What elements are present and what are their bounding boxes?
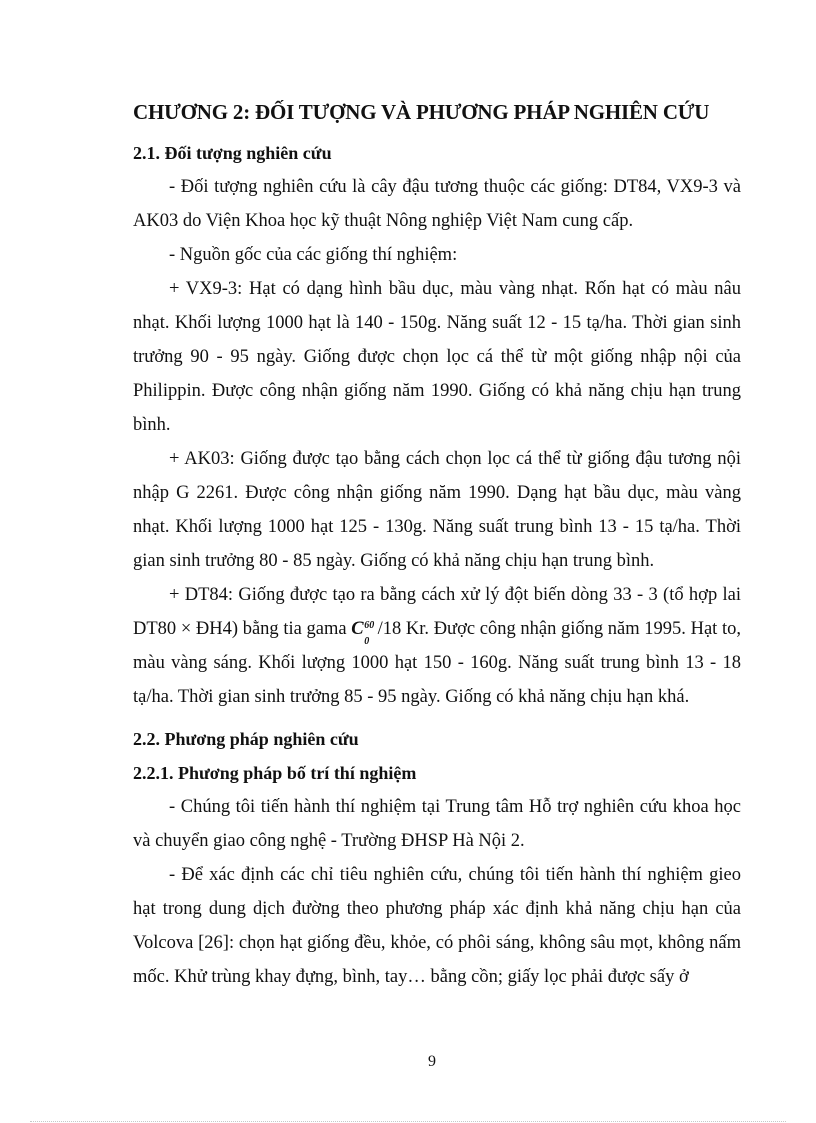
paragraph-location: - Chúng tôi tiến hành thí nghiệm tại Trung tâm Hỗ trợ nghiên cứu khoa học và chuyển giao công nghệ - Trường ĐHSP Hà Nội 2. <box>133 797 741 851</box>
page-edge-divider <box>30 1121 786 1122</box>
cobalt-symbol: C 60 0 <box>351 619 375 647</box>
section-heading-2-1: 2.1. Đối tượng nghiên cứu <box>133 143 332 163</box>
chapter-title: CHƯƠNG 2: ĐỐI TƯỢNG VÀ PHƯƠNG PHÁP NGHIÊN CỨU <box>133 100 710 124</box>
page-number: 9 <box>428 1053 436 1070</box>
paragraph-origin-intro: - Nguồn gốc của các giống thí nghiệm: <box>169 245 458 265</box>
paragraph-ak03: + AK03: Giống được tạo bằng cách chọn lọc cá thể từ giống đậu tương nội nhập G 2261. Được công nhận giống năm 1990. Dạng hạt bầu dục, màu vàng nhạt. Khối lượng 1000 hạt 125 - 130g. Năng suất trung bình 13 - 15 tạ/ha. Thời gian sinh trưởng 80 - 85 ngày. Giống có khả năng chịu hạn trung bình. <box>133 449 741 571</box>
subsection-heading-2-2-1: 2.2.1. Phương pháp bố trí thí nghiệm <box>133 763 417 783</box>
paragraph-vx9-3: + VX9-3: Hạt có dạng hình bầu dục, màu vàng nhạt. Rốn hạt có màu nâu nhạt. Khối lượng 1000 hạt là 140 - 150g. Năng suất 12 - 15 tạ/ha. Thời gian sinh trưởng 90 - 95 ngày. Giống được chọn lọc cá thể từ một giống nhập nội của Philippin. Được công nhận giống năm 1990. Giống có khả năng chịu hạn trung bình. <box>133 279 741 435</box>
paragraph-dt84: + DT84: Giống được tạo ra bằng cách xử lý đột biến dòng 33 - 3 (tổ hợp lai DT80 × ĐH4) bằng tia gama C 60 0 /18 Kr. Được công nhận giống năm 1995. Hạt to, màu vàng sáng. Khối lượng 1000 hạt 150 - 160g. Năng suất trung bình 13 - 18 tạ/ha. Thời gian sinh trưởng 85 - 95 ngày. Giống có khả năng chịu hạn khá. <box>133 585 741 707</box>
paragraph-method: - Để xác định các chỉ tiêu nghiên cứu, chúng tôi tiến hành thí nghiệm gieo hạt trong dung dịch đường theo phương pháp xác định khả năng chịu hạn của Volcova [26]: chọn hạt giống đều, khỏe, có phôi sáng, không sâu mọt, không nấm mốc. Khử trùng khay đựng, bình, tay… bằng cồn; giấy lọc phải được sấy ở <box>133 865 741 987</box>
section-heading-2-2: 2.2. Phương pháp nghiên cứu <box>133 729 359 749</box>
paragraph-subjects: - Đối tượng nghiên cứu là cây đậu tương thuộc các giống: DT84, VX9-3 và AK03 do Viện Khoa học kỹ thuật Nông nghiệp Việt Nam cung cấp. <box>133 177 741 231</box>
